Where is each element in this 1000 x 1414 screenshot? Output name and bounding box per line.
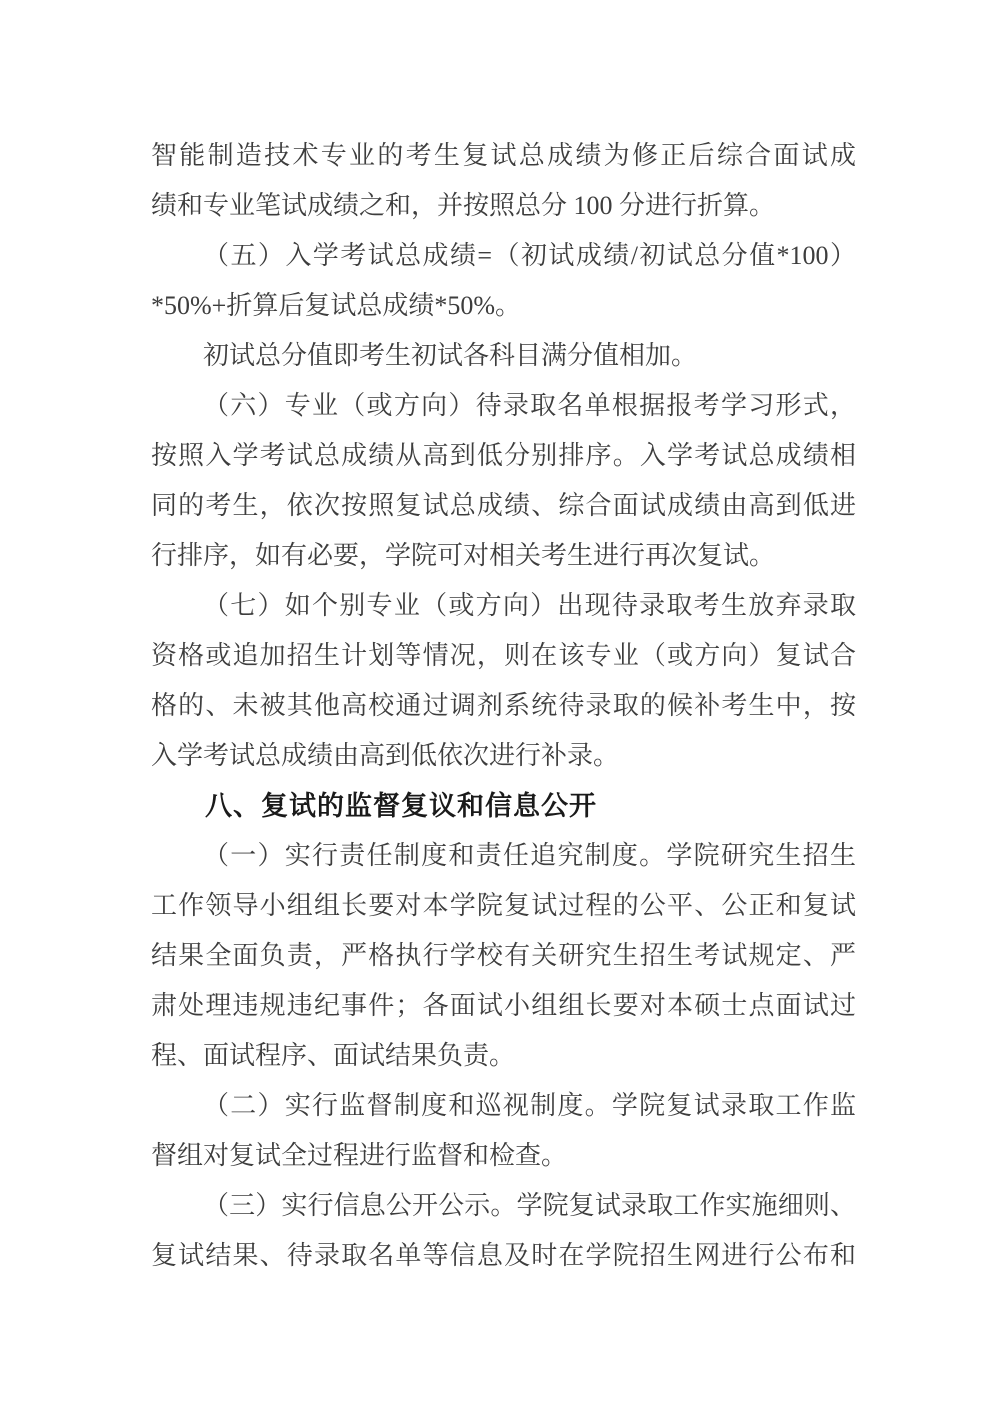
text-line: 同的考生，依次按照复试总成绩、综合面试成绩由高到低进	[151, 491, 856, 520]
section-heading-text: 八、复试的监督复议和信息公开	[205, 791, 597, 821]
paragraph	[151, 1081, 856, 1181]
paragraph	[151, 1181, 856, 1281]
paragraph	[151, 831, 856, 1081]
text-line: （一）实行责任制度和责任追究制度。学院研究生招生	[203, 841, 856, 870]
text-line: *50%+折算后复试总成绩*50%。	[151, 291, 521, 320]
text-line: 按照入学考试总成绩从高到低分别排序。入学考试总成绩相	[151, 441, 856, 470]
text-line: 行排序，如有必要，学院可对相关考生进行再次复试。	[151, 541, 776, 570]
text-line: 复试结果、待录取名单等信息及时在学院招生网进行公布和	[151, 1241, 856, 1270]
text-line: 工作领导小组组长要对本学院复试过程的公平、公正和复试	[151, 891, 856, 920]
text-line: （六）专业（或方向）待录取名单根据报考学习形式，	[203, 391, 856, 420]
paragraph	[151, 231, 856, 331]
text-line: 格的、未被其他高校通过调剂系统待录取的候补考生中，按	[151, 691, 856, 720]
text-line: （二）实行监督制度和巡视制度。学院复试录取工作监	[203, 1091, 856, 1120]
text-line: （三）实行信息公开公示。学院复试录取工作实施细则、	[203, 1191, 856, 1220]
paragraph	[151, 581, 856, 781]
section-heading	[151, 781, 856, 831]
paragraph	[151, 381, 856, 581]
text-line: （五）入学考试总成绩=（初试成绩/初试总分值*100）	[203, 241, 856, 270]
text-line: 程、面试程序、面试结果负责。	[151, 1041, 516, 1070]
text-line: 初试总分值即考生初试各科目满分值相加。	[203, 341, 698, 370]
paragraph	[151, 331, 856, 381]
text-line: 肃处理违规违纪事件；各面试小组组长要对本硕士点面试过	[151, 991, 856, 1020]
text-line: 智能制造技术专业的考生复试总成绩为修正后综合面试成	[151, 141, 856, 170]
text-line: （七）如个别专业（或方向）出现待录取考生放弃录取	[203, 591, 856, 620]
text-line: 入学考试总成绩由高到低依次进行补录。	[151, 741, 620, 770]
text-line: 绩和专业笔试成绩之和，并按照总分 100 分进行折算。	[151, 191, 776, 220]
document-text	[151, 131, 856, 1281]
paragraph	[151, 131, 856, 231]
text-line: 督组对复试全过程进行监督和检查。	[151, 1141, 568, 1170]
text-line: 资格或追加招生计划等情况，则在该专业（或方向）复试合	[151, 641, 856, 670]
text-line: 结果全面负责，严格执行学校有关研究生招生考试规定、严	[151, 941, 856, 970]
